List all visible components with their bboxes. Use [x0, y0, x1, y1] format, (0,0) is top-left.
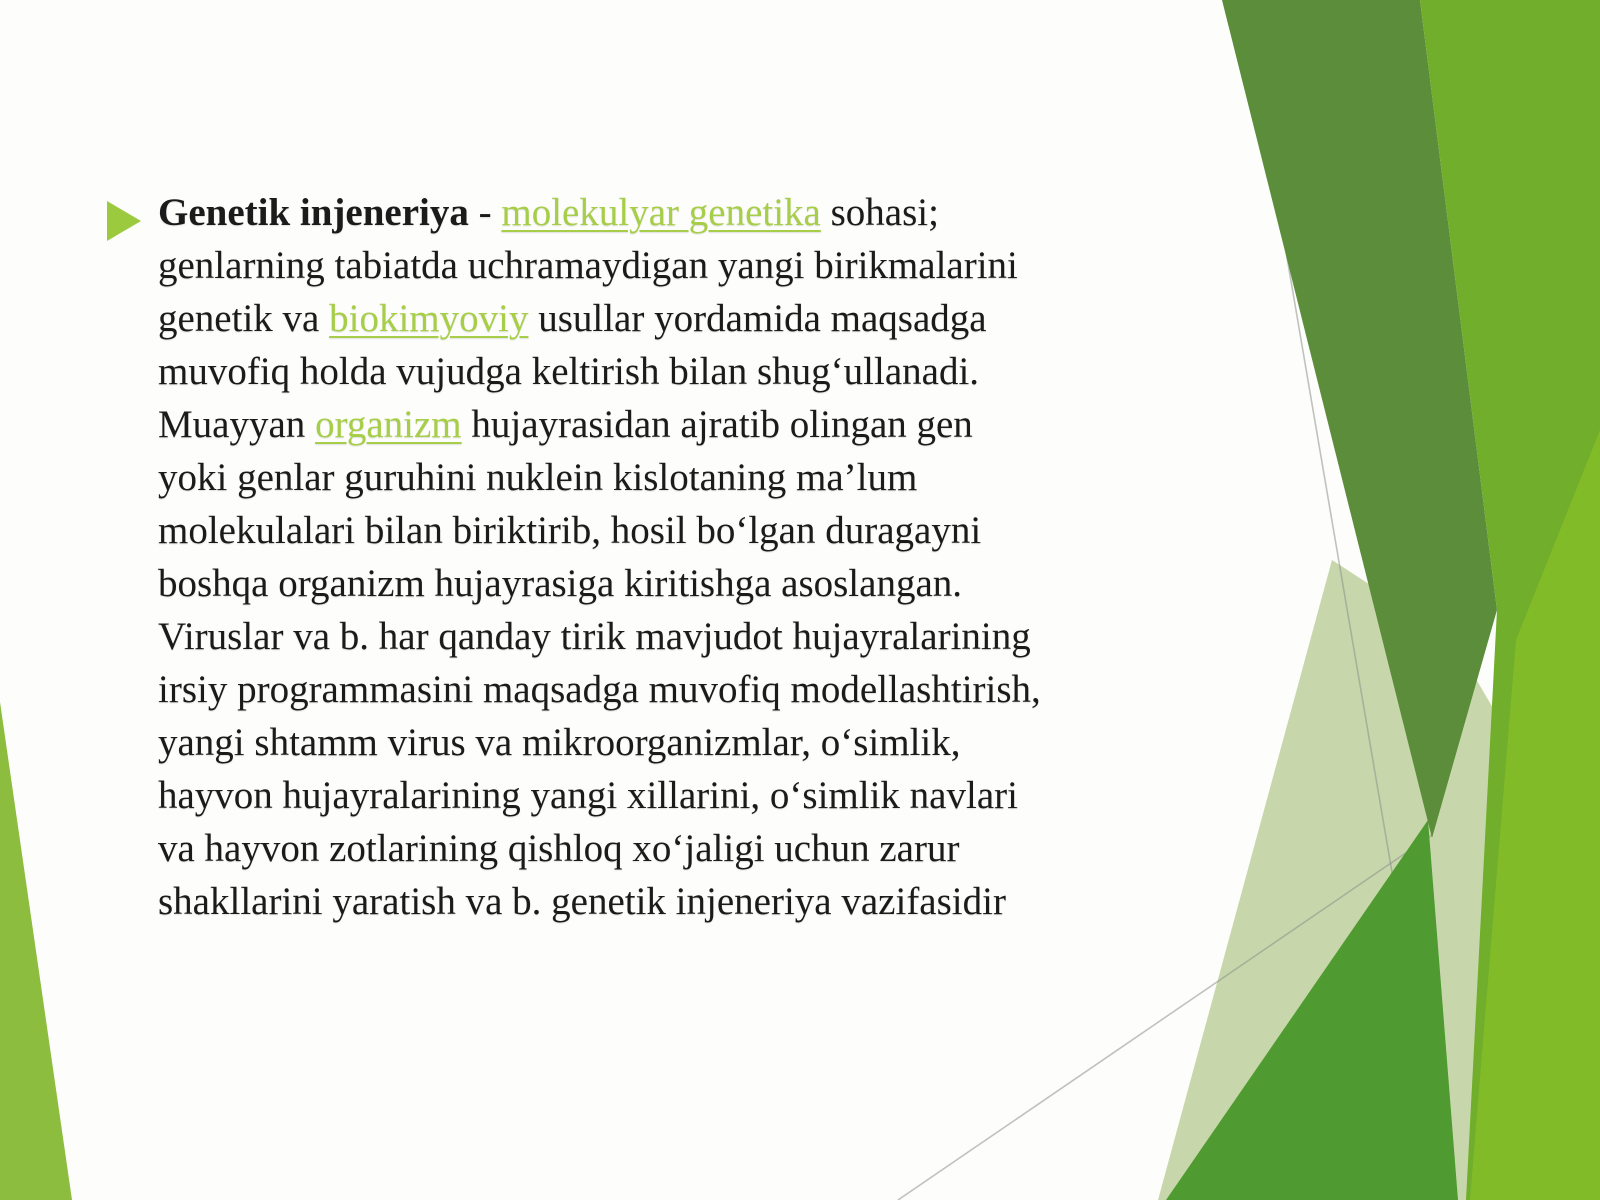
text-line [158, 769, 1173, 822]
text-line [158, 398, 1173, 451]
text-segment: - [468, 191, 502, 234]
text-segment: irsiy programmasini maqsadga muvofiq modellashtirish, [158, 668, 1041, 711]
text-segment: va hayvon zotlarining qishloq xo‘jaligi uchun zarur [158, 827, 960, 870]
text-segment: muvofiq holda vujudga keltirish bilan shug‘ullanadi. [158, 350, 980, 393]
text-segment: usullar yordamida maqsadga [528, 297, 987, 340]
text-segment: hujayrasidan ajratib olingan gen [461, 403, 973, 446]
text-line [158, 610, 1173, 663]
bullet-item [104, 186, 1173, 928]
text-line [158, 716, 1173, 769]
link-organizm[interactable]: organizm [315, 403, 462, 446]
text-segment: Muayyan [158, 403, 316, 446]
text-segment: shakllarini yaratish va b. genetik injeneriya vazifasidir [158, 880, 1006, 923]
text-line [158, 663, 1173, 716]
text-segment: sohasi; [820, 191, 939, 234]
link-biokimyoviy[interactable]: biokimyoviy [329, 297, 529, 340]
text-segment: genlarning tabiatda uchramaydigan yangi birikmalarini [158, 244, 1018, 287]
text-segment: Viruslar va b. har qanday tirik mavjudot hujayralarining [158, 615, 1031, 658]
text-line [158, 186, 1173, 239]
bullet-text [158, 186, 1173, 928]
text-line [158, 451, 1173, 504]
text-line [158, 875, 1173, 928]
text-line [158, 292, 1173, 345]
text-line [158, 504, 1173, 557]
bullet-triangle-icon [104, 199, 144, 243]
link-molekulyar-genetika[interactable]: molekulyar genetika [501, 191, 821, 234]
text-segment: Genetik injeneriya [158, 191, 469, 234]
text-segment: genetik va [158, 297, 330, 340]
text-segment: boshqa organizm hujayrasiga kiritishga asoslangan. [158, 562, 963, 605]
text-line [158, 557, 1173, 610]
text-line [158, 822, 1173, 875]
text-segment: molekulalari bilan biriktirib, hosil bo‘lgan duragayni [158, 509, 982, 552]
text-segment: yoki genlar guruhini nuklein kislotaning ma’lum [158, 456, 918, 499]
text-line [158, 239, 1173, 292]
text-segment: hayvon hujayralarining yangi xillarini, o‘simlik navlari [158, 774, 1018, 817]
bg-shape-left-wedge [0, 702, 72, 1200]
text-line [158, 345, 1173, 398]
text-segment: yangi shtamm virus va mikroorganizmlar, o‘simlik, [158, 721, 961, 764]
